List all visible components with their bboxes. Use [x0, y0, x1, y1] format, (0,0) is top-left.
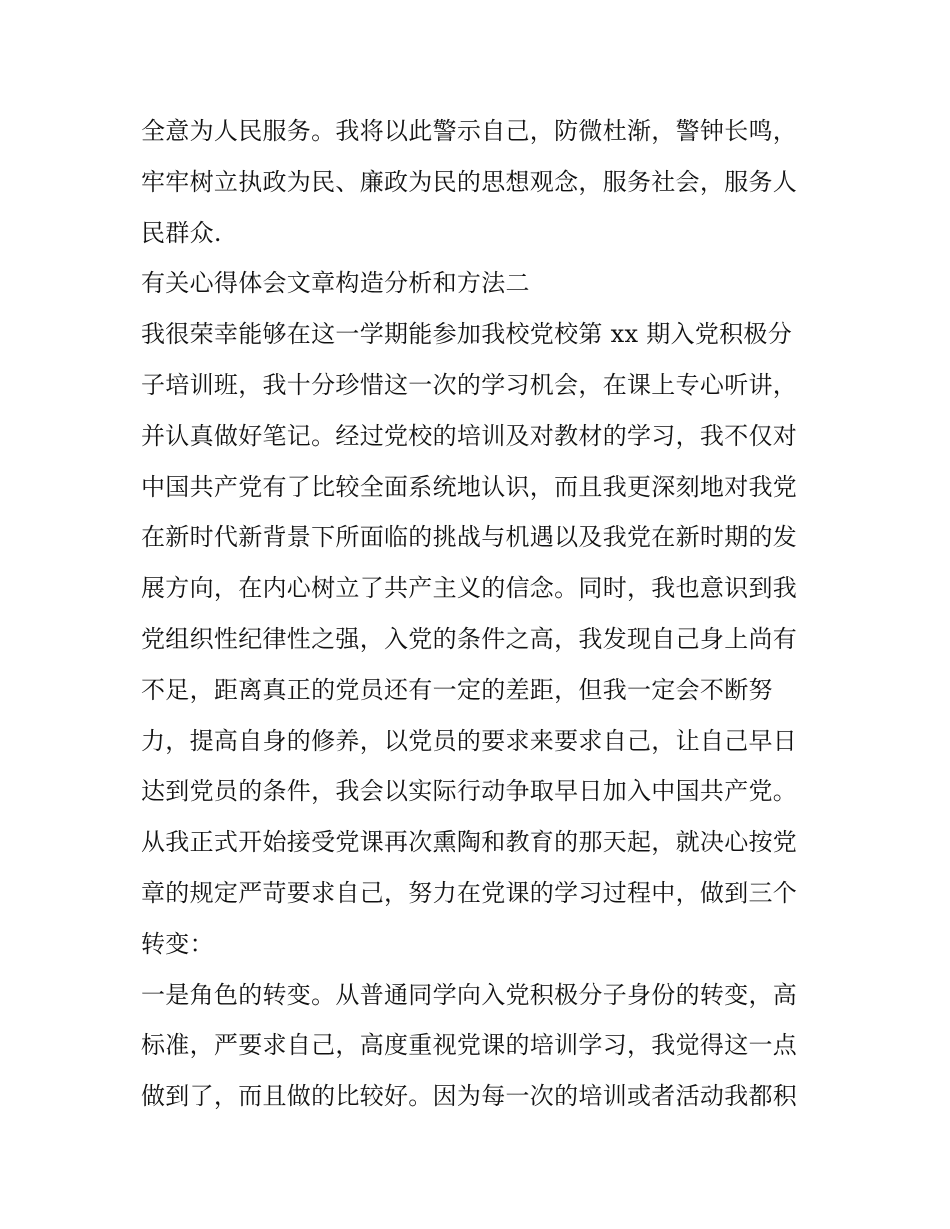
text-line: 中国共产党有了比较全面系统地认识，而且我更深刻地对我党	[141, 472, 798, 501]
text-line: 力，提高自身的修养，以党员的要求来要求自己，让自己早日	[141, 726, 798, 755]
text-line: 做到了，而且做的比较好。因为每一次的培训或者活动我都积	[141, 1082, 798, 1111]
text-line: 我很荣幸能够在这一学期能参加我校党校第 xx 期入党积极分	[141, 320, 793, 349]
text-line: 从我正式开始接受党课再次熏陶和教育的那天起，就决心按党	[141, 828, 798, 857]
text-line: 不足，距离真正的党员还有一定的差距，但我一定会不断努	[141, 675, 773, 704]
text-line: 子培训班，我十分珍惜这一次的学习机会，在课上专心听讲，	[141, 370, 798, 399]
text-line: 转变：	[141, 929, 214, 958]
text-line: 牢牢树立执政为民、廉政为民的思想观念，服务社会，服务人	[141, 167, 798, 196]
text-line: 达到党员的条件，我会以实际行动争取早日加入中国共产党。	[141, 777, 798, 806]
text-line: 在新时代新背景下所面临的挑战与机遇以及我党在新时期的发	[141, 523, 798, 552]
text-line: 党组织性纪律性之强，入党的条件之高，我发现自己身上尚有	[141, 624, 798, 653]
text-line: 民群众.	[141, 218, 222, 247]
text-line: 并认真做好笔记。经过党校的培训及对教材的学习，我不仅对	[141, 421, 798, 450]
document-body	[141, 106, 821, 1122]
text-line: 展方向，在内心树立了共产主义的信念。同时，我也意识到我	[141, 574, 798, 603]
text-line: 全意为人民服务。我将以此警示自己，防微杜渐，警钟长鸣，	[141, 117, 798, 145]
section-heading: 有关心得体会文章构造分析和方法二	[141, 269, 530, 298]
text-line: 章的规定严苛要求自己，努力在党课的学习过程中，做到三个	[141, 878, 798, 907]
text-line: 标准，严要求自己，高度重视党课的培训学习，我觉得这一点	[141, 1031, 798, 1060]
text-line: 一是角色的转变。从普通同学向入党积极分子身份的转变，高	[141, 980, 798, 1009]
